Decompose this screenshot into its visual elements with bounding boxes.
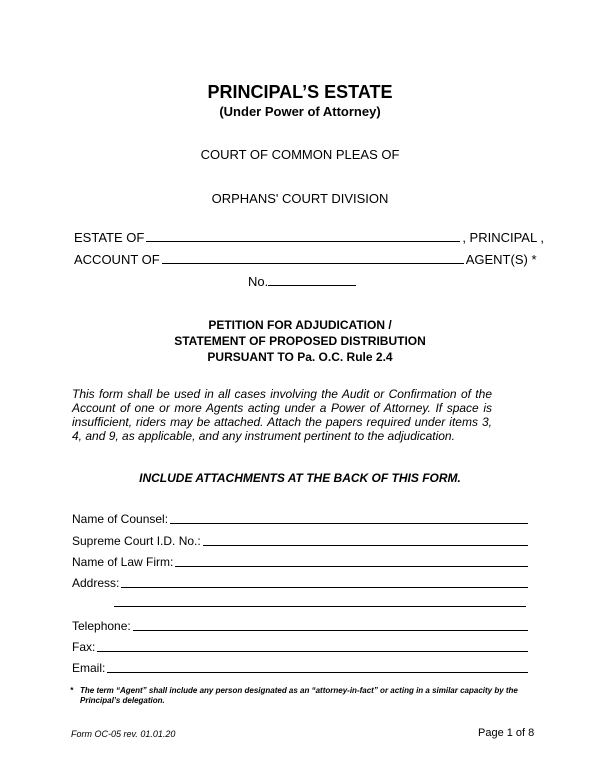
- form-number: Form OC-05 rev. 01.01.20: [71, 729, 176, 739]
- footnote-marker: *: [70, 686, 74, 695]
- account-of-blank[interactable]: [162, 262, 464, 264]
- court-id-field: [72, 534, 528, 548]
- fax-label: Fax:: [72, 640, 96, 654]
- counsel-field: [72, 512, 528, 526]
- petition-line-2: STATEMENT OF PROPOSED DISTRIBUTION: [174, 334, 426, 348]
- court-id-input[interactable]: [203, 545, 528, 546]
- docket-number-row: [248, 274, 358, 289]
- docket-number-blank[interactable]: [268, 284, 356, 286]
- petition-line-3: PURSUANT TO Pa. O.C. Rule 2.4: [207, 350, 393, 364]
- division-heading: ORPHANS' COURT DIVISION: [211, 191, 389, 206]
- fax-input[interactable]: [97, 651, 528, 652]
- address-label: Address:: [72, 576, 120, 590]
- court-id-label: Supreme Court I.D. No.:: [72, 534, 201, 548]
- account-of-label: ACCOUNT OF: [74, 252, 160, 267]
- address-field: [72, 576, 528, 590]
- law-firm-input[interactable]: [175, 566, 528, 567]
- counsel-input[interactable]: [170, 523, 528, 524]
- email-label: Email:: [72, 661, 106, 675]
- estate-of-label: ESTATE OF: [74, 230, 145, 245]
- account-of-row: [74, 252, 537, 267]
- include-attachments-notice: INCLUDE ATTACHMENTS AT THE BACK OF THIS FORM.: [139, 471, 461, 485]
- principal-label: , PRINCIPAL ,: [462, 230, 544, 245]
- telephone-field: [72, 619, 528, 633]
- counsel-label: Name of Counsel:: [72, 512, 169, 526]
- document-title: PRINCIPAL’S ESTATE: [207, 82, 393, 102]
- estate-of-row: [74, 230, 544, 245]
- law-firm-label: Name of Law Firm:: [72, 555, 174, 569]
- footnote-text: The term “Agent” shall include any person designated as an “attorney-in-fact” or acting in a similar capacity by the Principal’s delegation.: [80, 686, 518, 705]
- address-second-line[interactable]: [114, 606, 526, 607]
- petition-heading: [0, 317, 600, 365]
- page-number: Page 1 of 8: [478, 727, 535, 739]
- email-field: [72, 661, 528, 675]
- petition-line-1: PETITION FOR ADJUDICATION /: [208, 318, 392, 332]
- law-firm-field: [72, 555, 528, 569]
- document-subtitle: (Under Power of Attorney): [219, 104, 381, 119]
- email-input[interactable]: [107, 672, 528, 673]
- telephone-label: Telephone:: [72, 619, 131, 633]
- court-heading: COURT OF COMMON PLEAS OF: [200, 147, 400, 162]
- telephone-input[interactable]: [133, 630, 528, 631]
- estate-of-blank[interactable]: [146, 240, 460, 242]
- docket-number-label: No.: [248, 274, 269, 289]
- instructions-paragraph: This form shall be used in all cases involving the Audit or Confirmation of the Account of one or more Agents acting under a Power of Attorney. If space is insufficient, riders may be attached. Attach the papers required under items 3, 4, and 9, as applicable, and any instrument pertinent to the adjudication.: [72, 387, 492, 443]
- fax-field: [72, 640, 528, 654]
- agents-label: AGENT(S) *: [465, 252, 537, 267]
- address-input[interactable]: [121, 587, 528, 588]
- agent-footnote: [70, 686, 560, 706]
